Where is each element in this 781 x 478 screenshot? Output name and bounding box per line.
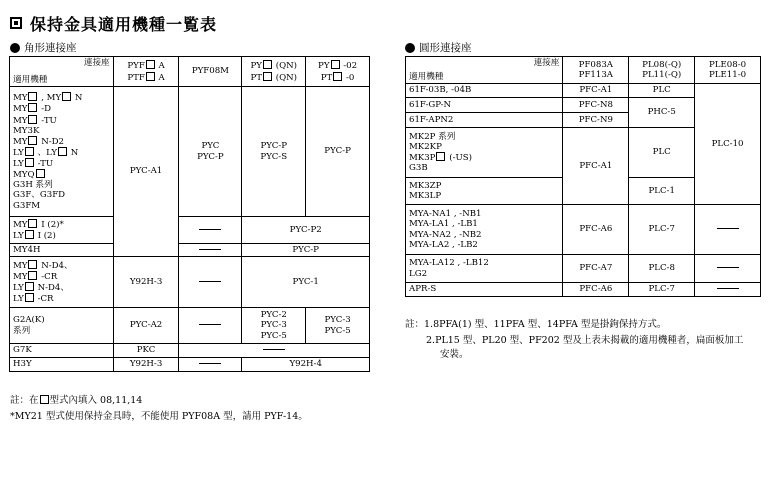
value-cell: PYC PYC-P <box>179 87 242 217</box>
right-note-3: 安裝。 <box>440 349 469 360</box>
model-cell: G7K <box>10 344 114 358</box>
table-corner-header: 連接座 適用機種 <box>10 57 114 87</box>
value-cell: PFC-A6 <box>563 283 629 297</box>
right-section-title: 圓形連接座 <box>419 42 472 54</box>
value-cell: PLC-8 <box>629 255 695 283</box>
value-cell: PFC-A7 <box>563 255 629 283</box>
value-cell: PYC-P PYC-S <box>242 87 306 217</box>
value-cell: PLC <box>629 128 695 178</box>
value-cell: PLC <box>629 84 695 98</box>
page-title: 保持金具適用機種一覧表 <box>30 14 218 34</box>
model-cell: 61F-GP-N <box>406 98 563 113</box>
value-cell: PLC-7 <box>629 283 695 297</box>
model-cell: H3Y <box>10 358 114 372</box>
model-cell: MYA-LA12 , -LB12 LG2 <box>406 255 563 283</box>
dash-cell <box>179 344 370 358</box>
left-note-1: 註：在 型式內填入 08,11,14 <box>10 395 143 406</box>
model-cell: MY4H <box>10 244 114 257</box>
column-header: PF083A PF113A <box>563 57 629 84</box>
value-cell: PYC-P2 <box>242 217 370 244</box>
value-cell: PYC-A1 <box>113 87 179 257</box>
square-socket-table <box>9 56 370 372</box>
left-section-heading <box>10 40 77 55</box>
left-note-2: *MY21 型式使用保持金具時，不能使用 PYF08A 型，請用 PYF-14。 <box>10 411 308 422</box>
right-note-2: 2.PL15 型、PL20 型、PF202 型及上表未揭載的適用機種者，扁面板加工 <box>426 335 744 346</box>
round-socket-table <box>405 56 761 297</box>
model-cell: APR-S <box>406 283 563 297</box>
dash-cell <box>179 244 242 257</box>
value-cell: PFC-A1 <box>563 128 629 205</box>
value-cell: PYC-1 <box>242 257 370 308</box>
value-cell: PYC-P <box>306 87 370 217</box>
model-cell: MK2P 系列 MK2KP MK3P (-US) G3B <box>406 128 563 178</box>
table-corner-header: 連接座 適用機種 <box>406 57 563 84</box>
value-cell: PLC-1 <box>629 178 695 205</box>
model-cell: MY I (2)* LY I (2) <box>10 217 114 244</box>
value-cell: PYC-2 PYC-3 PYC-5 <box>242 308 306 344</box>
column-header: PYF A PTF A <box>113 57 179 87</box>
value-cell: Y92H-3 <box>113 358 179 372</box>
value-cell: PHC-5 <box>629 98 695 128</box>
model-cell: MK3ZP MK3LP <box>406 178 563 205</box>
model-cell: MYA-NA1 , -NB1 MYA-LA1 , -LB1 MYA-NA2 , -NB2 MYA-LA2 , -LB2 <box>406 205 563 255</box>
value-cell: Y92H-3 <box>113 257 179 308</box>
column-header: PLE08-0 PLE11-0 <box>695 57 761 84</box>
model-cell: G2A(K) 系列 <box>10 308 114 344</box>
value-cell: Y92H-4 <box>242 358 370 372</box>
dash-cell <box>179 358 242 372</box>
model-cell: 61F-APN2 <box>406 113 563 128</box>
model-cell: MY N-D4、 MY -CR LY N-D4、 LY -CR <box>10 257 114 308</box>
value-cell: PFC-A6 <box>563 205 629 255</box>
page-title-block <box>10 12 217 34</box>
value-cell: PFC-N8 <box>563 98 629 113</box>
column-header: PL08(-Q) PL11(-Q) <box>629 57 695 84</box>
square-bullet-icon <box>10 17 22 29</box>
value-cell: PKC <box>113 344 179 358</box>
dash-cell <box>179 257 242 308</box>
right-section-heading <box>405 40 472 55</box>
model-cell: 61F-03B, -04B <box>406 84 563 98</box>
right-note-1: 註：1.8PFA(1) 型、11PFA 型、14PFA 型是掛鉤保持方式。 <box>405 319 667 330</box>
value-cell: PLC-7 <box>629 205 695 255</box>
value-cell: PYC-P <box>242 244 370 257</box>
value-cell: PYC-A2 <box>113 308 179 344</box>
dash-cell <box>695 255 761 283</box>
bullet-dot-icon <box>405 43 415 53</box>
value-cell: PFC-N9 <box>563 113 629 128</box>
dash-cell <box>179 217 242 244</box>
value-cell: PYC-3 PYC-5 <box>306 308 370 344</box>
column-header: PY -02 PT -0 <box>306 57 370 87</box>
value-cell: PFC-A1 <box>563 84 629 98</box>
left-section-title: 角形連接座 <box>24 42 77 54</box>
dash-cell <box>695 205 761 255</box>
dash-cell <box>179 308 242 344</box>
bullet-dot-icon <box>10 43 20 53</box>
column-header: PY (QN) PT (QN) <box>242 57 306 87</box>
dash-cell <box>695 283 761 297</box>
column-header: PYF08M <box>179 57 242 87</box>
value-cell: PLC-10 <box>695 84 761 205</box>
model-cell: MY , MY N MY -D MY -TU MY3K MY N-D2 LY 、LY N LY -TU MYQ G3H 系列 G3F、G3FD G3FM <box>10 87 114 217</box>
